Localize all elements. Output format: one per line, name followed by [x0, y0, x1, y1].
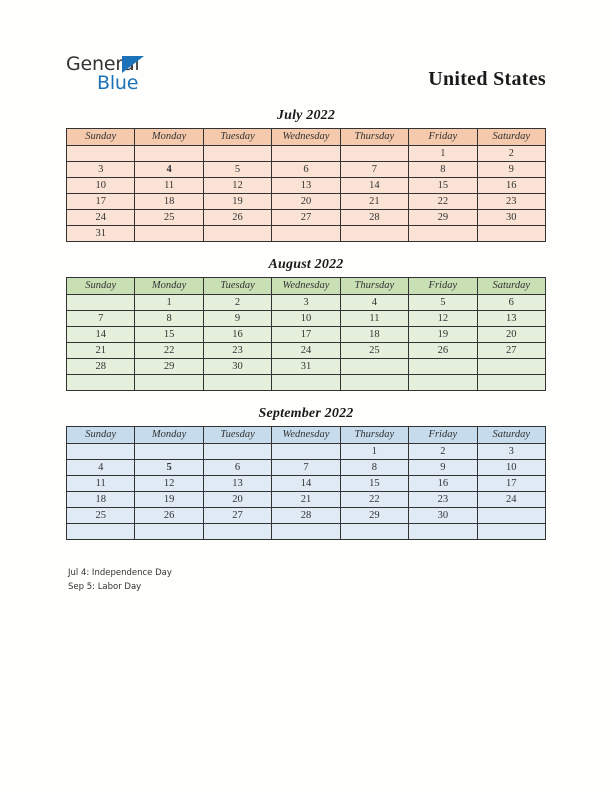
- day-cell[interactable]: 21: [67, 343, 135, 359]
- weekday-header-monday: Monday: [135, 129, 203, 146]
- week-row: [67, 226, 546, 242]
- day-cell[interactable]: 31: [272, 359, 340, 375]
- day-cell[interactable]: 25: [67, 508, 135, 524]
- day-cell-empty: [135, 524, 203, 540]
- day-cell-empty: [272, 226, 340, 242]
- day-cell[interactable]: 11: [340, 311, 408, 327]
- day-cell-empty: [477, 375, 545, 391]
- holiday-legend: [68, 566, 172, 594]
- day-cell[interactable]: 14: [67, 327, 135, 343]
- weekday-header-saturday: Saturday: [477, 278, 545, 295]
- month-title: September 2022: [258, 406, 354, 421]
- calendar-list: [66, 108, 546, 555]
- day-cell-empty: [135, 226, 203, 242]
- day-cell[interactable]: 22: [340, 492, 408, 508]
- day-cell[interactable]: 16: [477, 178, 545, 194]
- weekday-header-monday: Monday: [135, 278, 203, 295]
- day-cell[interactable]: 4: [340, 295, 408, 311]
- day-cell[interactable]: 12: [409, 311, 477, 327]
- day-cell[interactable]: 2: [409, 444, 477, 460]
- day-cell-empty: [340, 524, 408, 540]
- day-cell[interactable]: 8: [409, 162, 477, 178]
- month-title: July 2022: [276, 108, 336, 123]
- calendar-month-july: [66, 108, 546, 242]
- day-cell-empty: [409, 524, 477, 540]
- day-cell[interactable]: 23: [477, 194, 545, 210]
- day-cell-empty: [67, 146, 135, 162]
- calendar-table: [66, 128, 546, 242]
- week-row: [67, 295, 546, 311]
- day-cell[interactable]: 3: [67, 162, 135, 178]
- weekday-header-thursday: Thursday: [340, 427, 408, 444]
- day-cell[interactable]: 27: [203, 508, 271, 524]
- day-cell[interactable]: 15: [340, 476, 408, 492]
- weekday-header-sunday: Sunday: [67, 427, 135, 444]
- weekday-header-saturday: Saturday: [477, 129, 545, 146]
- day-cell-empty: [272, 444, 340, 460]
- day-cell[interactable]: 27: [477, 343, 545, 359]
- weekday-header-sunday: Sunday: [67, 278, 135, 295]
- day-cell[interactable]: 31: [67, 226, 135, 242]
- day-cell[interactable]: 28: [340, 210, 408, 226]
- day-cell[interactable]: 28: [272, 508, 340, 524]
- day-cell-empty: [272, 146, 340, 162]
- day-cell[interactable]: 24: [477, 492, 545, 508]
- day-cell[interactable]: 7: [67, 311, 135, 327]
- day-cell[interactable]: 15: [135, 327, 203, 343]
- day-cell[interactable]: 17: [67, 194, 135, 210]
- day-cell[interactable]: 16: [203, 327, 271, 343]
- day-cell[interactable]: 22: [409, 194, 477, 210]
- weekday-header-tuesday: Tuesday: [203, 278, 271, 295]
- day-cell-empty: [135, 375, 203, 391]
- day-cell[interactable]: 16: [409, 476, 477, 492]
- day-cell-holiday[interactable]: 5: [135, 460, 203, 476]
- weekday-header-tuesday: Tuesday: [203, 129, 271, 146]
- day-cell[interactable]: 4: [67, 460, 135, 476]
- week-row: [67, 524, 546, 540]
- day-cell[interactable]: 20: [477, 327, 545, 343]
- day-cell[interactable]: 29: [409, 210, 477, 226]
- day-cell[interactable]: 7: [272, 460, 340, 476]
- day-cell[interactable]: 10: [272, 311, 340, 327]
- week-row: [67, 146, 546, 162]
- weekday-header-saturday: Saturday: [477, 427, 545, 444]
- weekday-header-thursday: Thursday: [340, 129, 408, 146]
- day-cell[interactable]: 2: [477, 146, 545, 162]
- day-cell[interactable]: 21: [340, 194, 408, 210]
- week-row: [67, 178, 546, 194]
- day-cell[interactable]: 1: [409, 146, 477, 162]
- week-row: [67, 508, 546, 524]
- day-cell-empty: [340, 359, 408, 375]
- day-cell-empty: [477, 508, 545, 524]
- day-cell[interactable]: 19: [135, 492, 203, 508]
- weekday-header-wednesday: Wednesday: [272, 129, 340, 146]
- day-cell[interactable]: 5: [203, 162, 271, 178]
- page-header: [0, 48, 612, 98]
- day-cell[interactable]: 25: [135, 210, 203, 226]
- day-cell[interactable]: 25: [340, 343, 408, 359]
- weekday-header-friday: Friday: [409, 427, 477, 444]
- day-cell[interactable]: 18: [340, 327, 408, 343]
- day-cell-empty: [409, 375, 477, 391]
- day-cell-empty: [272, 375, 340, 391]
- month-title: August 2022: [268, 257, 344, 272]
- day-cell-empty: [340, 375, 408, 391]
- day-cell[interactable]: 6: [477, 295, 545, 311]
- day-cell[interactable]: 30: [203, 359, 271, 375]
- day-cell[interactable]: 28: [67, 359, 135, 375]
- day-cell[interactable]: 23: [409, 492, 477, 508]
- weekday-header-wednesday: Wednesday: [272, 427, 340, 444]
- day-cell[interactable]: 14: [272, 476, 340, 492]
- calendar-month-september: [66, 406, 546, 540]
- logo-text-general: General: [66, 53, 140, 75]
- day-cell[interactable]: 26: [135, 508, 203, 524]
- day-cell-empty: [135, 444, 203, 460]
- day-cell[interactable]: 10: [477, 460, 545, 476]
- day-cell-empty: [67, 524, 135, 540]
- logo-triangle-icon: [122, 56, 144, 73]
- logo-text-blue: Blue: [97, 72, 139, 94]
- day-cell-empty: [477, 226, 545, 242]
- day-cell[interactable]: 9: [203, 311, 271, 327]
- legend-entry: Sep 5: Labor Day: [68, 582, 142, 592]
- day-cell[interactable]: 26: [409, 343, 477, 359]
- week-row: [67, 194, 546, 210]
- day-cell[interactable]: 12: [203, 178, 271, 194]
- day-cell-empty: [409, 359, 477, 375]
- day-cell[interactable]: 30: [477, 210, 545, 226]
- day-cell-empty: [135, 146, 203, 162]
- calendar-month-august: [66, 257, 546, 391]
- weekday-header-sunday: Sunday: [67, 129, 135, 146]
- day-cell[interactable]: 1: [135, 295, 203, 311]
- week-row: [67, 476, 546, 492]
- day-cell[interactable]: 9: [477, 162, 545, 178]
- day-cell[interactable]: 18: [67, 492, 135, 508]
- week-row: [67, 162, 546, 178]
- day-cell-empty: [409, 226, 477, 242]
- day-cell[interactable]: 6: [203, 460, 271, 476]
- day-cell[interactable]: 29: [135, 359, 203, 375]
- day-cell-empty: [477, 524, 545, 540]
- week-row: [67, 343, 546, 359]
- day-cell[interactable]: 6: [272, 162, 340, 178]
- day-cell[interactable]: 29: [340, 508, 408, 524]
- day-cell[interactable]: 9: [409, 460, 477, 476]
- day-cell-empty: [272, 524, 340, 540]
- week-row: [67, 460, 546, 476]
- day-cell[interactable]: 3: [272, 295, 340, 311]
- day-cell[interactable]: 20: [272, 194, 340, 210]
- week-row: [67, 311, 546, 327]
- day-cell[interactable]: 19: [203, 194, 271, 210]
- day-cell[interactable]: 24: [67, 210, 135, 226]
- day-cell-empty: [340, 146, 408, 162]
- week-row: [67, 327, 546, 343]
- day-cell-empty: [340, 226, 408, 242]
- day-cell[interactable]: 11: [135, 178, 203, 194]
- weekday-header-thursday: Thursday: [340, 278, 408, 295]
- day-cell[interactable]: 1: [340, 444, 408, 460]
- day-cell[interactable]: 24: [272, 343, 340, 359]
- day-cell-empty: [203, 146, 271, 162]
- week-row: [67, 359, 546, 375]
- weekday-header-monday: Monday: [135, 427, 203, 444]
- week-row: [67, 444, 546, 460]
- day-cell[interactable]: 22: [135, 343, 203, 359]
- weekday-header-tuesday: Tuesday: [203, 427, 271, 444]
- day-cell-empty: [203, 375, 271, 391]
- day-cell-empty: [67, 444, 135, 460]
- weekday-header-wednesday: Wednesday: [272, 278, 340, 295]
- calendar-table: [66, 277, 546, 391]
- day-cell-empty: [203, 524, 271, 540]
- day-cell[interactable]: 27: [272, 210, 340, 226]
- weekday-header-friday: Friday: [409, 129, 477, 146]
- day-cell-empty: [203, 444, 271, 460]
- week-row: [67, 492, 546, 508]
- day-cell[interactable]: 10: [67, 178, 135, 194]
- page-title: United States: [428, 68, 546, 90]
- day-cell-empty: [67, 375, 135, 391]
- day-cell[interactable]: 2: [203, 295, 271, 311]
- calendar-table: [66, 426, 546, 540]
- day-cell[interactable]: 21: [272, 492, 340, 508]
- day-cell[interactable]: 7: [340, 162, 408, 178]
- day-cell[interactable]: 26: [203, 210, 271, 226]
- day-cell[interactable]: 13: [477, 311, 545, 327]
- day-cell[interactable]: 11: [67, 476, 135, 492]
- day-cell[interactable]: 15: [409, 178, 477, 194]
- day-cell[interactable]: 17: [477, 476, 545, 492]
- day-cell[interactable]: 8: [340, 460, 408, 476]
- day-cell[interactable]: 18: [135, 194, 203, 210]
- day-cell[interactable]: 3: [477, 444, 545, 460]
- day-cell[interactable]: 20: [203, 492, 271, 508]
- general-blue-logo[interactable]: [66, 53, 196, 99]
- day-cell-empty: [203, 226, 271, 242]
- day-cell-empty: [477, 359, 545, 375]
- week-row: [67, 375, 546, 391]
- day-cell[interactable]: 5: [409, 295, 477, 311]
- legend-entry: Jul 4: Independence Day: [68, 568, 172, 578]
- day-cell[interactable]: 13: [272, 178, 340, 194]
- week-row: [67, 210, 546, 226]
- day-cell[interactable]: 19: [409, 327, 477, 343]
- weekday-header-row: [67, 278, 546, 295]
- weekday-header-row: [67, 129, 546, 146]
- day-cell[interactable]: 12: [135, 476, 203, 492]
- day-cell[interactable]: 14: [340, 178, 408, 194]
- day-cell[interactable]: 13: [203, 476, 271, 492]
- day-cell-holiday[interactable]: 4: [135, 162, 203, 178]
- day-cell[interactable]: 23: [203, 343, 271, 359]
- weekday-header-row: [67, 427, 546, 444]
- weekday-header-friday: Friday: [409, 278, 477, 295]
- day-cell[interactable]: 30: [409, 508, 477, 524]
- day-cell[interactable]: 17: [272, 327, 340, 343]
- day-cell-empty: [67, 295, 135, 311]
- day-cell[interactable]: 8: [135, 311, 203, 327]
